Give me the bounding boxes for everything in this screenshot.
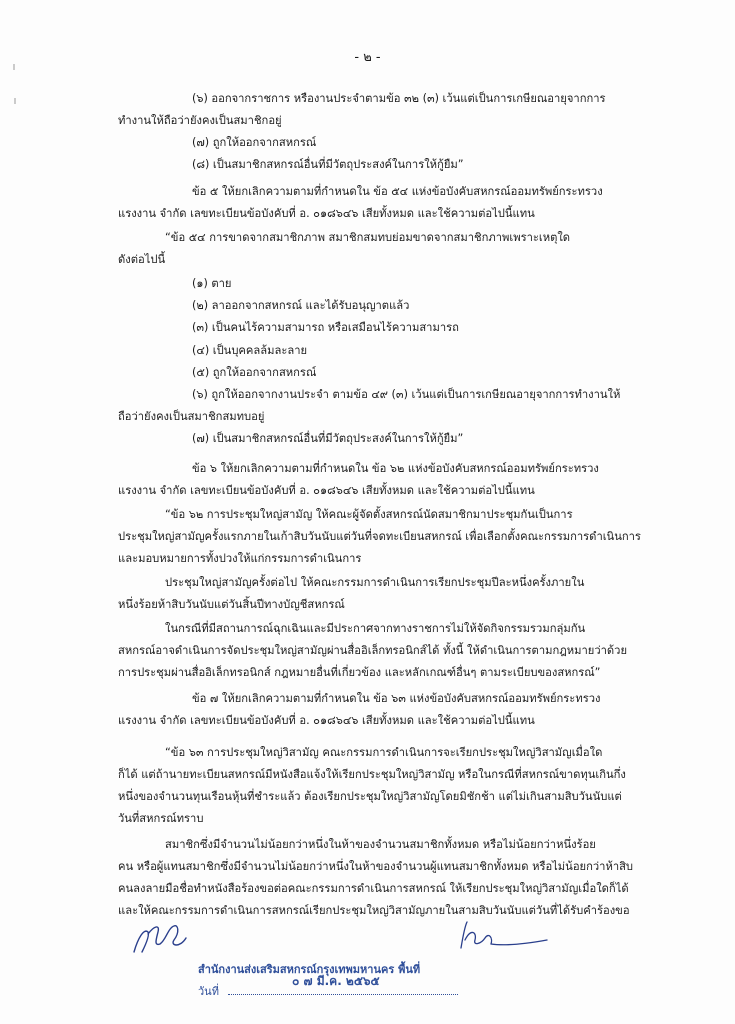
receipt-stamp (198, 960, 488, 1004)
text-line: ถือว่ายังคงเป็นสมาชิกสมทบอยู่ (118, 410, 265, 423)
stamp-office: สำนักงานส่งเสริมสหกรณ์กรุงเทพมหานคร พื้นที่ (198, 963, 421, 976)
text-line: “ข้อ ๖๓ การประชุมใหญ่วิสามัญ คณะกรรมการดำเนินการจะเรียกประชุมใหญ่วิสามัญเมื่อใด (165, 746, 603, 759)
signature-right (455, 918, 550, 956)
margin-mark (10, 60, 18, 110)
text-line: การประชุมผ่านสื่ออิเล็กทรอนิกส์ กฎหมายอื่นที่เกี่ยวข้อง และหลักเกณฑ์อื่นๆ ตามระเบียบของสหกรณ์” (118, 666, 601, 679)
text-line: และมอบหมายการทั้งปวงให้แก่กรรมการดำเนินการ (118, 552, 362, 565)
signature-left (130, 918, 190, 958)
text-line: ในกรณีที่มีสถานการณ์ฉุกเฉินและมีประกาศจากทางราชการไม่ให้จัดกิจกรรมรวมกลุ่มกัน (165, 622, 586, 635)
text-line: คนลงลายมือชื่อทำหนังสือร้องขอต่อคณะกรรมการดำเนินการสหกรณ์ ให้เรียกประชุมใหญ่วิสามัญเมื่อใดก็ได้ (118, 882, 629, 895)
page-number: - ๒ - (354, 50, 381, 65)
text-line: สหกรณ์อาจดำเนินการจัดประชุมใหญ่สามัญผ่านสื่ออิเล็กทรอนิกส์ได้ ทั้งนี้ ให้ดำเนินการตามกฎหมายว่าด้วย (118, 644, 628, 657)
text-line: ข้อ ๕ ให้ยกเลิกความตามที่กำหนดใน ข้อ ๕๔ แห่งข้อบังคับสหกรณ์ออมทรัพย์กระทรวง (192, 185, 603, 198)
text-line: หนึ่งร้อยห้าสิบวันนับแต่วันสิ้นปีทางบัญชีสหกรณ์ (118, 598, 345, 611)
text-line: (๒) ลาออกจากสหกรณ์ และได้รับอนุญาตแล้ว (192, 299, 410, 312)
text-line: หนึ่งของจำนวนทุนเรือนหุ้นที่ชำระแล้ว ต้องเรียกประชุมใหญ่วิสามัญโดยมิชักช้า แต่ไม่เกินสามสิบวันนับแต่ (118, 790, 622, 803)
stamp-day-label: วันที่ (198, 985, 219, 998)
text-line: วันที่สหกรณ์ทราบ (118, 812, 204, 825)
text-line: แรงงาน จำกัด เลขทะเบียนข้อบังคับที่ อ. ๐๑๘๖๔๖ เสียทั้งหมด และใช้ความต่อไปนี้แทน (118, 207, 535, 220)
text-line: ประชุมใหญ่สามัญครั้งแรกภายในเก้าสิบวันนับแต่วันที่จดทะเบียนสหกรณ์ เพื่อเลือกตั้งคณะกรรมการดำเนินการ (118, 530, 641, 543)
text-line: (๖) ถูกให้ออกจากงานประจำ ตามข้อ ๔๙ (๓) เว้นแต่เป็นการเกษียณอายุจากการทำงานให้ (192, 388, 621, 401)
text-line: ทำงานให้ถือว่ายังคงเป็นสมาชิกอยู่ (118, 114, 282, 127)
text-line: แรงงาน จำกัด เลขทะเบียนข้อบังคับที่ อ. ๐๑๘๖๔๖ เสียทั้งหมด และใช้ความต่อไปนี้แทน (118, 714, 535, 727)
text-line: “ข้อ ๖๒ การประชุมใหญ่สามัญ ให้คณะผู้จัดตั้งสหกรณ์นัดสมาชิกมาประชุมกันเป็นการ (165, 508, 573, 521)
text-line: และให้คณะกรรมการดำเนินการสหกรณ์เรียกประชุมใหญ่วิสามัญภายในสามสิบวันนับแต่วันที่ได้รับคำร้องขอ (118, 904, 630, 917)
text-line: ข้อ ๗ ให้ยกเลิกความตามที่กำหนดใน ข้อ ๖๓ แห่งข้อบังคับสหกรณ์ออมทรัพย์กระทรวง (192, 692, 601, 705)
text-line: คน หรือผู้แทนสมาชิกซึ่งมีจำนวนไม่น้อยกว่าหนึ่งในห้าของจำนวนผู้แทนสมาชิกทั้งหมด หรือไม่น้อยกว่าห้าสิบ (118, 860, 634, 873)
text-line: สมาชิกซึ่งมีจำนวนไม่น้อยกว่าหนึ่งในห้าของจำนวนสมาชิกทั้งหมด หรือไม่น้อยกว่าหนึ่งร้อย (165, 838, 596, 851)
text-line: (๓) เป็นคนไร้ความสามารถ หรือเสมือนไร้ความสามารถ (192, 321, 459, 334)
text-line: (๗) เป็นสมาชิกสหกรณ์อื่นที่มีวัตถุประสงค์ในการให้กู้ยืม” (192, 432, 464, 445)
text-line: (๔) เป็นบุคคลล้มละลาย (192, 344, 308, 357)
text-line: ประชุมใหญ่สามัญครั้งต่อไป ให้คณะกรรมการดำเนินการเรียกประชุมปีละหนึ่งครั้งภายใน (165, 576, 585, 589)
text-line: (๑) ตาย (192, 277, 232, 290)
text-line: “ข้อ ๕๔ การขาดจากสมาชิกภาพ สมาชิกสมทบย่อมขาดจากสมาชิกภาพเพราะเหตุใด (165, 231, 571, 244)
text-line: ดังต่อไปนี้ (118, 253, 166, 266)
stamp-date: ๐ ๗ มี.ค. ๒๕๖๕ (292, 974, 380, 988)
text-line: (๖) ออกจากราชการ หรืองานประจำตามข้อ ๓๒ (๓) เว้นแต่เป็นการเกษียณอายุจากการ (192, 92, 606, 105)
text-line: ก็ได้ แต่ถ้านายทะเบียนสหกรณ์มีหนังสือแจ้งให้เรียกประชุมใหญ่วิสามัญ หรือในกรณีที่สหกรณ์ขาดทุนเกินกึ่ง (118, 768, 626, 781)
text-line: ข้อ ๖ ให้ยกเลิกความตามที่กำหนดใน ข้อ ๖๒ แห่งข้อบังคับสหกรณ์ออมทรัพย์กระทรวง (192, 462, 599, 475)
text-line: (๗) ถูกให้ออกจากสหกรณ์ (192, 136, 317, 149)
stamp-dotted-line (228, 994, 458, 995)
text-line: (๘) เป็นสมาชิกสหกรณ์อื่นที่มีวัตถุประสงค์ในการให้กู้ยืม” (192, 158, 464, 171)
text-line: แรงงาน จำกัด เลขทะเบียนข้อบังคับที่ อ. ๐๑๘๖๔๖ เสียทั้งหมด และใช้ความต่อไปนี้แทน (118, 484, 535, 497)
text-line: (๕) ถูกให้ออกจากสหกรณ์ (192, 366, 317, 379)
